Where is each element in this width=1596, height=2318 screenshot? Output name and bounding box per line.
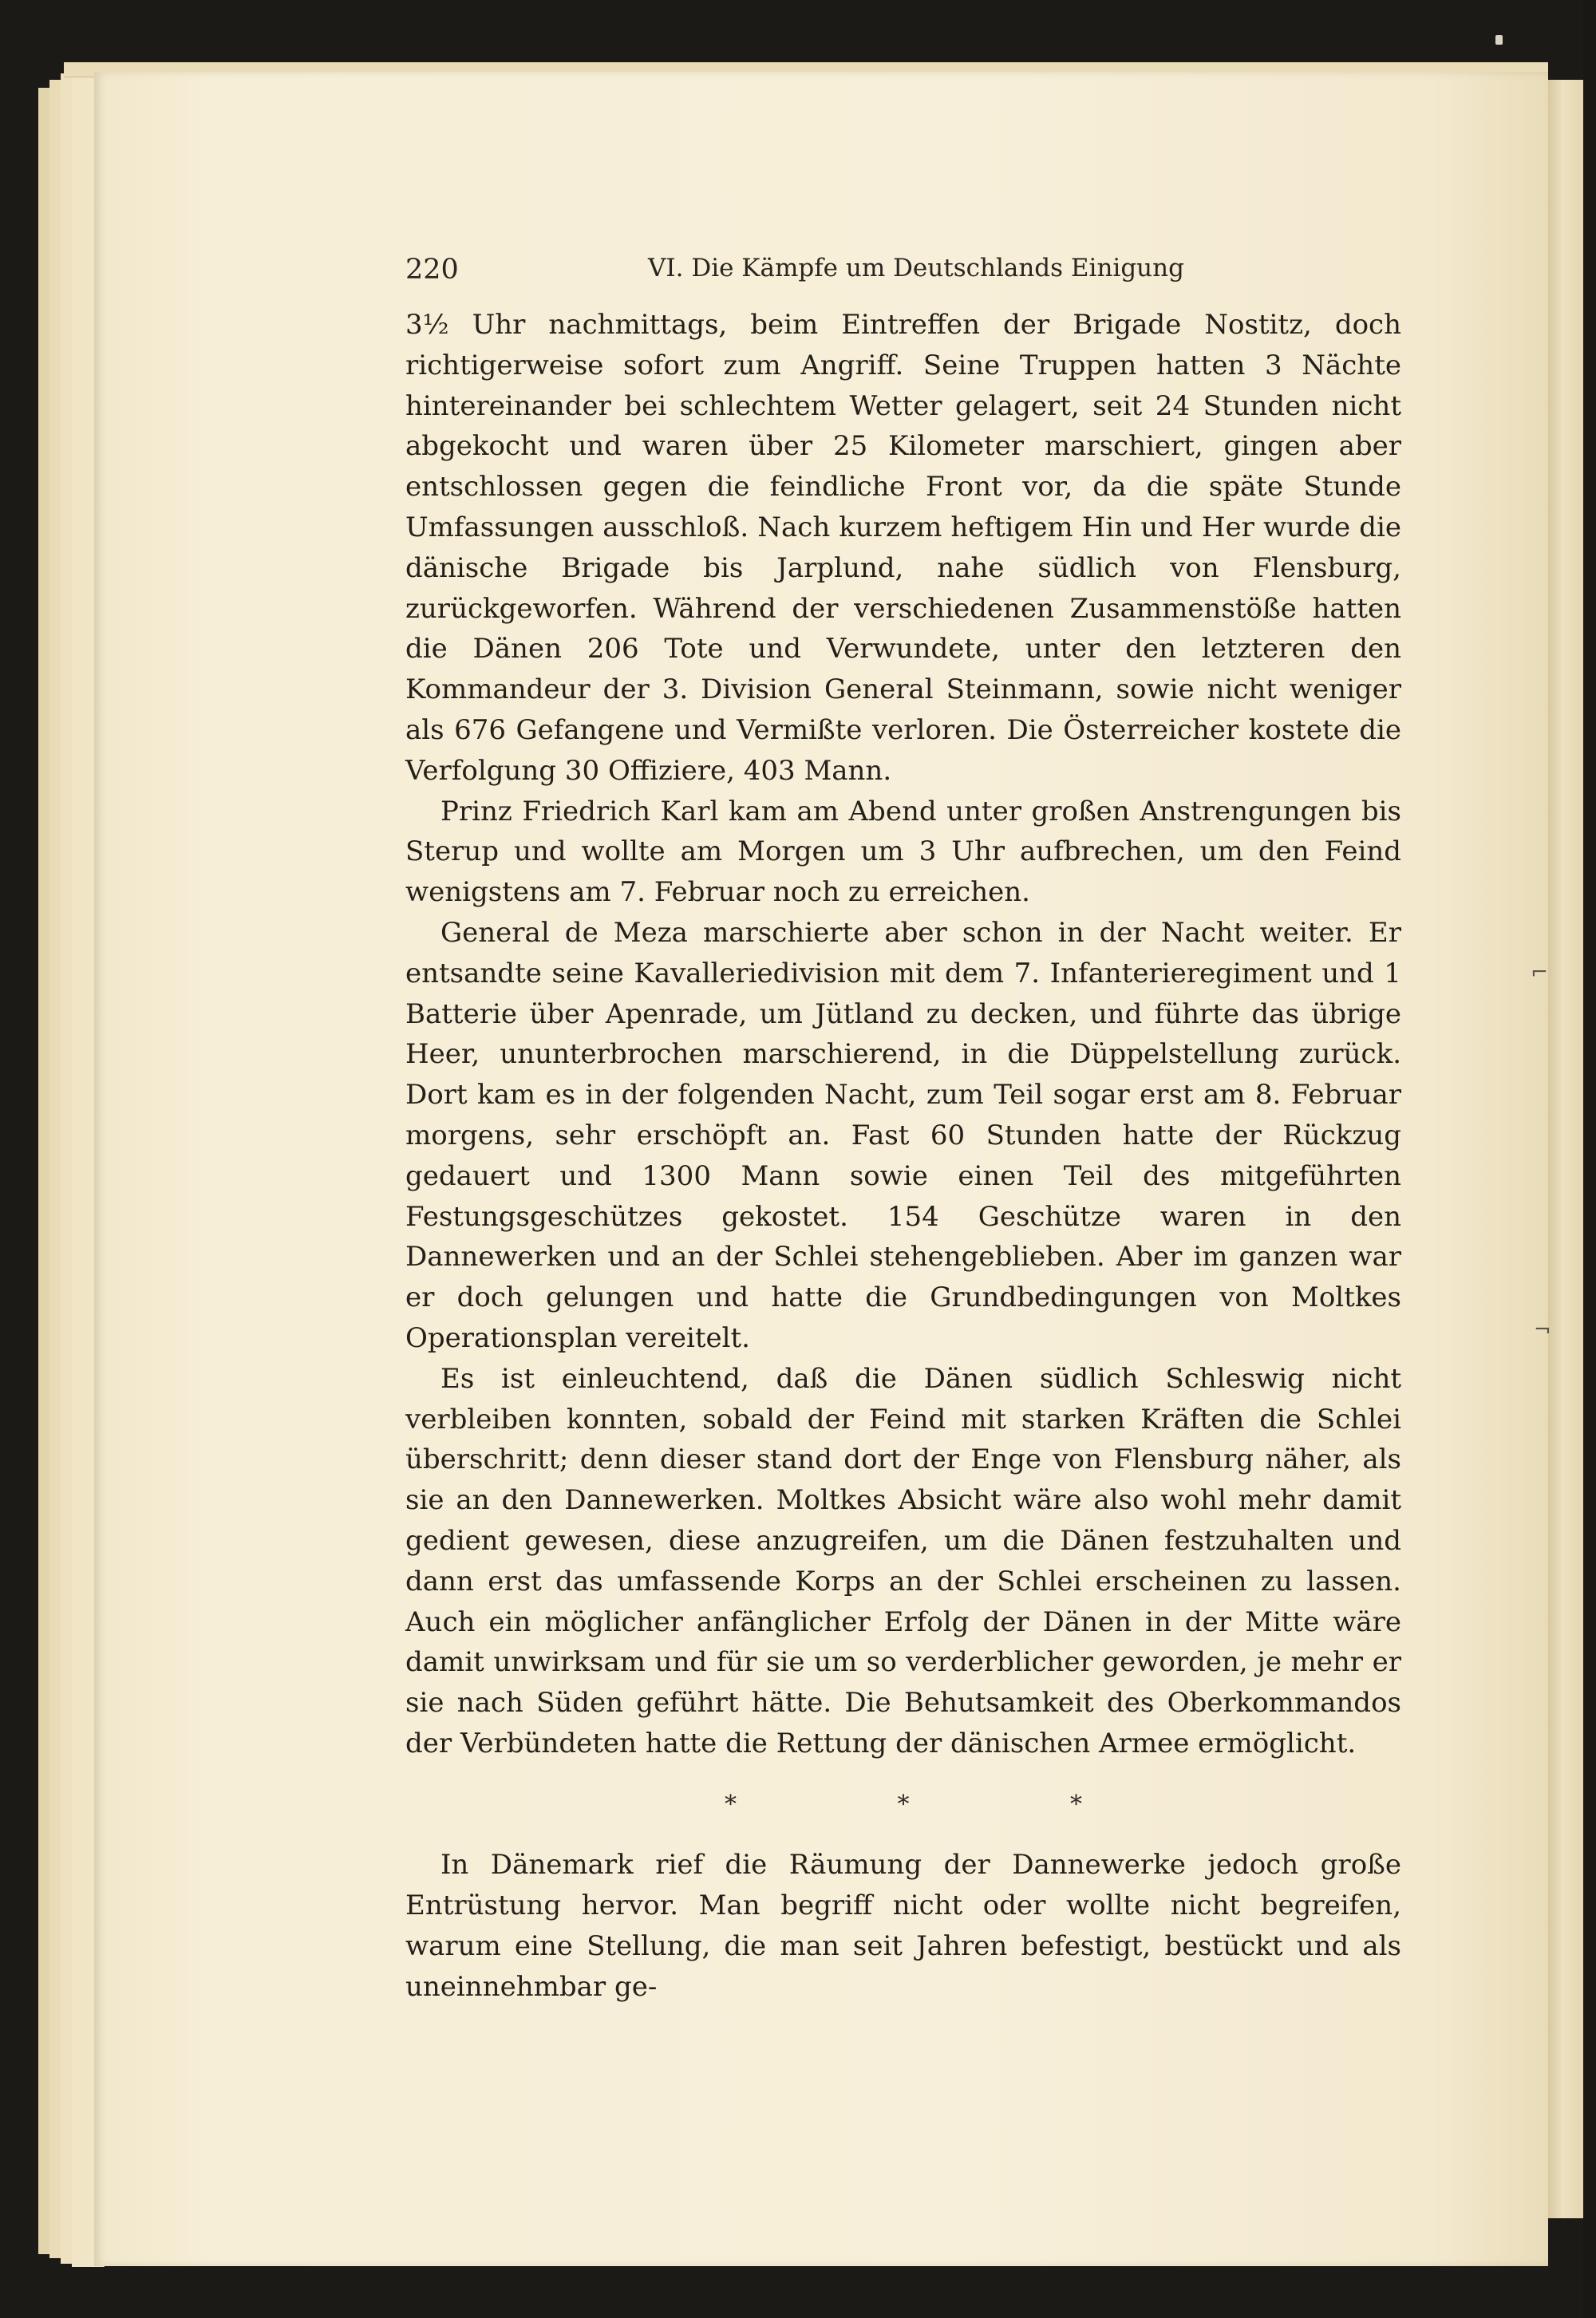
- margin-mark: ¬: [1534, 1318, 1551, 1342]
- paragraph: 3½ Uhr nachmittags, beim Eintreffen der Brigade Nostitz, doch richtigerweise sofort zum Angriff. Seine Truppen hatten 3 Nächte hintereinander bei schlechtem Wetter gelagert, seit 24 Stunden nicht abgekocht und waren über 25 Kilometer marschiert, gingen aber entschlossen gegen die feindliche Front vor, da die späte Stunde Umfassungen ausschloß. Nach kurzem heftigem Hin und Her wurde die dänische Brigade bis Jarplund, nahe südlich von Flensburg, zurückgeworfen. Während der verschiedenen Zusammenstöße hatten die Dänen 206 Tote und Verwundete, unter den letzteren den Kommandeur der 3. Division General Steinmann, sowie nicht weniger als 676 Gefangene und Vermißte verloren. Die Österreicher kostete die Verfolgung 30 Offiziere, 403 Mann.: [405, 309, 1401, 787]
- facing-page-edge: [1547, 80, 1585, 2218]
- scan-marker: [1495, 35, 1503, 45]
- paragraph: Es ist einleuchtend, daß die Dänen südlich Schleswig nicht verbleiben konnten, sobald der Feind mit starken Kräften die Schlei überschritt; denn dieser stand dort der Enge von Flensburg näher, als sie an den Dannewerken. Moltkes Absicht wäre also wohl mehr damit gedient gewesen, diese anzugreifen, um die Dänen festzuhalten und dann erst das umfassende Korps an der Schlei erscheinen zu lassen. Auch ein möglicher anfänglicher Erfolg der Dänen in der Mitte wäre damit unwirksam und für sie um so verderblicher geworden, je mehr er sie nach Süden geführt hätte. Die Behutsamkeit des Oberkommandos der Verbündeten hatte die Rettung der dänischen Armee ermöglicht.: [405, 1362, 1401, 1759]
- margin-mark: ⌐: [1531, 961, 1548, 985]
- body-text: [405, 305, 1401, 2007]
- paragraph: In Dänemark rief die Räumung der Dannewerke jedoch große Entrüstung hervor. Man begriff nicht oder wollte nicht begreifen, warum eine Stellung, die man seit Jahren befestigt, bestückt und als uneinnehmbar ge-: [405, 1849, 1401, 2003]
- page-number: 220: [405, 254, 459, 286]
- paragraph: General de Meza marschierte aber schon in der Nacht weiter. Er entsandte seine Kavalleriedivision mit dem 7. Infanterieregiment und 1 Batterie über Apenrade, um Jütland zu decken, und führte das übrige Heer, ununterbrochen marschierend, in die Düppelstellung zurück. Dort kam es in der folgenden Nacht, zum Teil sogar erst am 8. Februar morgens, sehr erschöpft an. Fast 60 Stunden hatte der Rückzug gedauert und 1300 Mann sowie einen Teil des mitgeführten Festungsgeschützes gekostet. 154 Geschütze waren in den Dannewerken und an der Schlei stehengeblieben. Aber im ganzen war er doch gelungen und hatte die Grundbedingungen von Moltkes Operationsplan vereitelt.: [405, 916, 1401, 1354]
- section-break: * * *: [724, 1790, 1159, 1818]
- scan-background: [1583, 0, 1596, 2318]
- running-head: VI. Die Kämpfe um Deutschlands Einigung: [648, 254, 1184, 282]
- paragraph: Prinz Friedrich Karl kam am Abend unter großen Anstrengungen bis Sterup und wollte am Morgen um 3 Uhr aufbrechen, um den Feind wenigstens am 7. Februar noch zu erreichen.: [405, 795, 1401, 909]
